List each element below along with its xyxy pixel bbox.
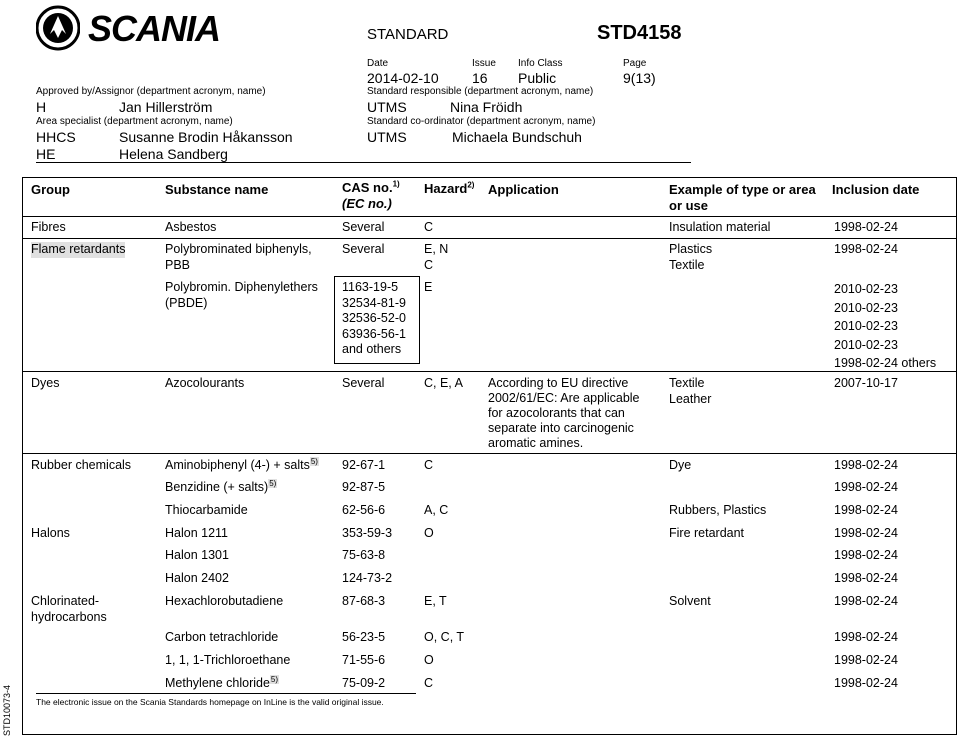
cas-cell [342,280,406,358]
example-cell: Rubbers, Plastics [669,503,767,517]
hazard-cell: E, T [424,594,447,608]
responsible-name: Nina Fröidh [450,99,523,115]
example-line: Textile [669,376,705,390]
group-halons: Halons [31,526,70,540]
pbde-line: (PBDE) [165,295,208,310]
table-border-header-bottom [22,216,957,217]
footnote-ref: 5) [270,674,279,684]
pbb-line: PBB [165,257,191,272]
header-divider [36,162,691,163]
page-value: 9(13) [623,70,656,86]
cas-cell: 62-56-6 [342,503,386,517]
group-rubber-chemicals: Rubber chemicals [31,458,132,472]
col-header-substance: Substance name [165,182,269,197]
date-cell: 1998-02-24 [834,526,898,540]
date-cell: 1998-02-24 [834,676,898,690]
group-dyes: Dyes [31,376,60,390]
group-line: hydrocarbons [31,609,107,624]
hazard-cell: C, E, A [424,376,463,390]
cas-line: 32536-52-0 [342,311,406,325]
pbde-line: Polybromin. Diphenylethers [165,280,318,294]
hazard-cell: C [424,458,434,472]
hazard-label: Hazard [424,181,468,196]
date-cell: 2007-10-17 [834,376,898,390]
footnote-ref: 5) [310,456,318,466]
date-cell: 1998-02-24 [834,480,898,494]
date-line: 2010-02-23 [834,300,898,315]
hazard-footnote: 2) [467,180,475,190]
issue-value: 16 [472,70,488,86]
row-divider [22,371,957,372]
substance-trichloroethane: 1, 1, 1-Trichloroethane [165,653,291,667]
date-line: 2010-02-23 [834,319,898,333]
ec-label: (EC no.) [342,196,392,211]
example-cell: Solvent [669,594,711,608]
approved-name: Jan Hillerström [119,99,213,115]
substance-halon-1301: Halon 1301 [165,548,229,562]
cas-label: CAS no. [342,180,393,195]
substance-azocolourants: Azocolourants [165,376,245,390]
date-cell: 1998-02-24 [834,503,898,517]
hazard-cell: A, C [424,503,449,517]
scania-logo [36,4,276,54]
cas-line: 63936-56-1 [342,326,406,341]
example-line: Textile [669,257,705,272]
date-label: Date [367,58,389,69]
hazard-cell: O [424,653,434,667]
application-line: aromatic amines. [488,436,584,450]
example-line: Plastics [669,242,713,256]
hazard-cell [424,242,448,273]
group-fibres: Fibres [31,220,66,234]
cas-cell: 92-87-5 [342,480,386,494]
cas-cell: 75-63-8 [342,548,386,562]
col-header-group: Group [31,182,70,197]
row-divider [22,238,957,239]
approved-dept: H [36,99,47,115]
hazard-cell: C [424,220,434,234]
example-cell [669,242,712,273]
substance-halon-2402: Halon 2402 [165,571,229,585]
side-document-id: STD10073-4 [2,684,12,736]
application-line: According to EU directive [488,376,629,390]
table-border-bottom [22,734,957,735]
specialist-dept: HE [36,146,56,162]
date-line: 1998-02-24 others [834,356,937,370]
specialist-dept: HHCS [36,129,76,145]
doc-number: STD4158 [597,22,682,44]
date-cell: 1998-02-24 [834,458,898,472]
approved-by-label: Approved by/Assignor (department acronym, name) [36,86,266,97]
example-cell [669,376,711,407]
example-line: Leather [669,391,712,406]
date-cell: 1998-02-24 [834,220,898,234]
cas-cell: 75-09-2 [342,676,386,690]
footer-divider [36,693,416,694]
date-cell: 1998-02-24 [834,571,898,585]
group-line: Chlorinated- [31,594,100,608]
substance-methylene-chloride [165,676,279,692]
std-responsible-label: Standard responsible (department acronym, name) [367,86,594,97]
substance-pbb [165,242,312,273]
application-cell [488,376,640,451]
footnote-ref: 5) [269,478,277,488]
example-label: Example of type or area [669,182,816,197]
area-specialist-label: Area specialist (department acronym, name) [36,116,233,127]
table-border-left [22,177,23,735]
cas-cell: 124-73-2 [342,571,393,585]
footer-notice: The electronic issue on the Scania Standards homepage on InLine is the valid original issue. [36,697,384,707]
application-line: separate into carcinogenic [488,421,634,435]
date-cell: 1998-02-24 [834,594,898,608]
responsible-dept: UTMS [367,99,407,115]
substance-hexachlorobutadiene: Hexachlorobutadiene [165,594,284,608]
substance-thiocarbamide: Thiocarbamide [165,503,248,517]
info-class-label: Info Class [518,58,563,69]
date-line: 2010-02-23 [834,282,898,296]
date-cell: 1998-02-24 [834,630,898,644]
issue-label: Issue [472,58,496,69]
substance-text: Aminobiphenyl (4-) + salts [165,458,310,472]
col-header-cas [342,180,400,212]
application-line: for azocolorants that can [488,406,625,420]
pbb-line: Polybrominated biphenyls, [165,242,312,256]
example-cell: Insulation material [669,220,771,234]
cas-line: 1163-19-5 [342,280,399,294]
cas-line: and others [342,342,402,356]
cas-cell: 353-59-3 [342,526,393,540]
std-coordinator-label: Standard co-ordinator (department acronym, name) [367,116,596,127]
substance-pbde [165,280,318,311]
hazard-cell: O [424,526,434,540]
example-cell: Fire retardant [669,526,745,540]
substance-text: Benzidine (+ salts) [165,480,269,494]
hazard-cell: O, C, T [424,630,465,644]
substance-asbestos: Asbestos [165,220,217,234]
cas-line: 32534-81-9 [342,295,406,310]
group-flame-retardants: Flame retardants [31,242,126,256]
info-class-value: Public [518,70,557,86]
table-border-right [956,177,957,735]
date-cell: 1998-02-24 [834,242,898,256]
cas-cell: 56-23-5 [342,630,386,644]
hazard-line: E, N [424,242,449,256]
date-cell: 1998-02-24 [834,548,898,562]
group-chlorinated-hydrocarbons [31,594,107,625]
date-cell [834,280,936,373]
date-value: 2014-02-10 [367,70,439,86]
doc-type: STANDARD [367,26,449,43]
griffin-emblem-icon [36,4,80,52]
specialist-name: Susanne Brodin Håkansson [119,129,293,145]
cas-cell: Several [342,376,385,390]
page-label: Page [623,58,647,69]
coordinator-dept: UTMS [367,129,407,145]
brand-wordmark: SCANIA [88,8,221,49]
cas-cell: Several [342,220,385,234]
cas-cell: Several [342,242,385,256]
cas-footnote: 1) [392,179,400,189]
date-line: 2010-02-23 [834,337,898,352]
hazard-cell: C [424,676,434,690]
substance-halon-1211: Halon 1211 [165,526,229,540]
cas-cell: 71-55-6 [342,653,386,667]
col-header-application: Application [488,182,559,197]
substance-text: Methylene chloride [165,676,270,690]
substance-aminobiphenyl [165,458,319,474]
date-cell: 1998-02-24 [834,653,898,667]
specialist-name: Helena Sandberg [119,146,228,162]
col-header-hazard [424,181,474,197]
col-header-inclusion: Inclusion date [832,182,920,197]
example-label: or use [669,198,709,213]
row-divider [22,453,957,454]
coordinator-name: Michaela Bundschuh [452,129,582,145]
substance-carbon-tetrachloride: Carbon tetrachloride [165,630,279,644]
example-cell: Dye [669,458,692,472]
hazard-line: C [424,257,434,272]
cas-cell: 92-67-1 [342,458,386,472]
col-header-example [669,182,816,214]
substance-benzidine [165,480,277,496]
application-line: 2002/61/EC: Are applicable [488,391,640,405]
cas-cell: 87-68-3 [342,594,386,608]
table-border-top [22,177,957,178]
hazard-cell: E [424,280,433,294]
